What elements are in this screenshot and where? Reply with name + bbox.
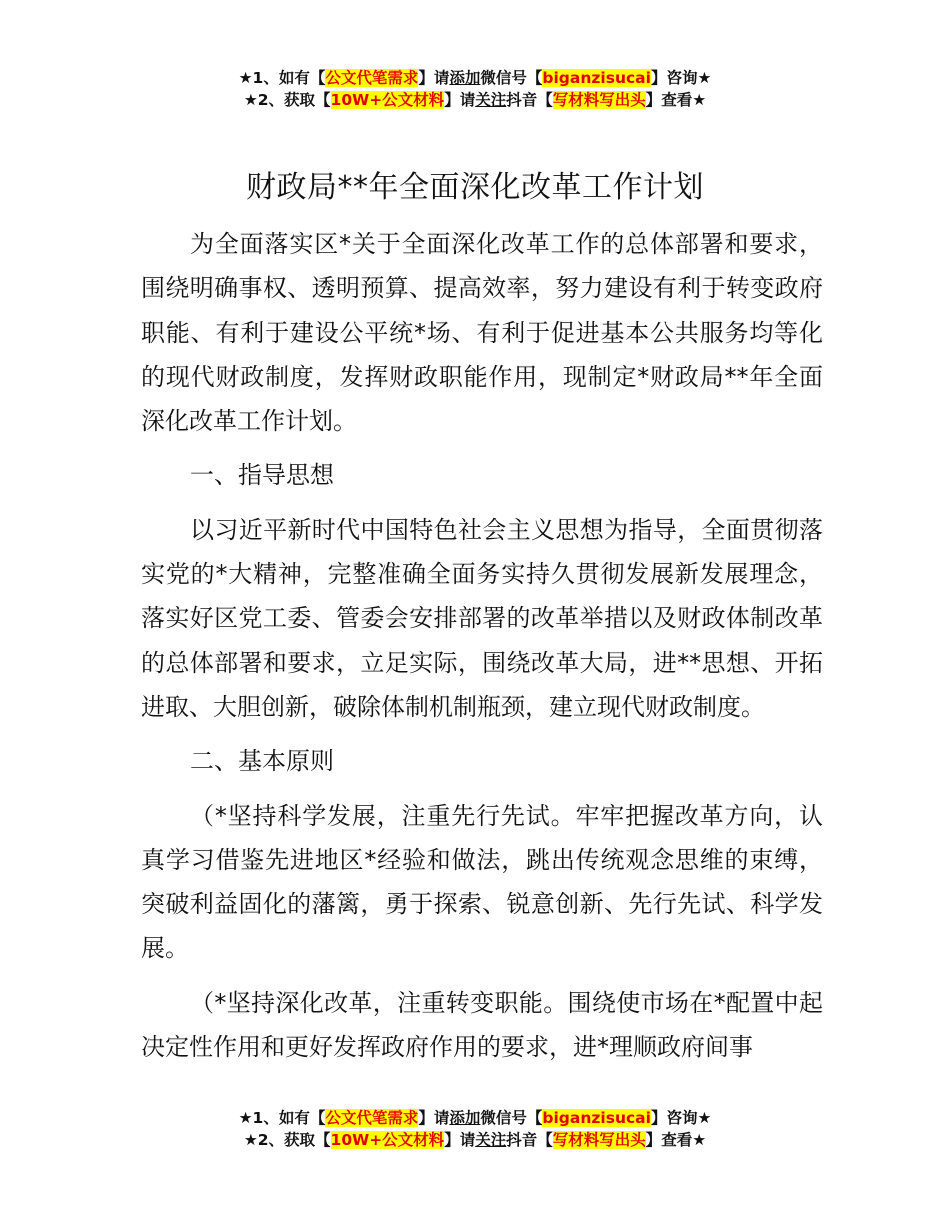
paragraph-principle-2: （*坚持深化改革，注重转变职能。围绕使市场在*配置中起决定性作用和更好发挥政府作用的要求，进*理顺政府间事 — [141, 988, 823, 1062]
banner-text: 微信号【 — [480, 1109, 543, 1127]
banner-highlight: 公文代笔需求 — [325, 69, 419, 87]
banner-line-1 — [0, 67, 950, 89]
banner-text: ★1、如有【 — [238, 1109, 326, 1127]
banner-text: 】咨询★ — [650, 1109, 712, 1127]
paragraph-guiding-thought: 以习近平新时代中国特色社会主义思想为指导，全面贯彻落实党的*大精神，完整准确全面务实持久贯彻发展新发展理念，落实好区党工委、管委会安排部署的改革举措以及财政体制改革的总体部署和要求，立足实际，围绕改革大局，进**思想、开拓进取、大胆创新，破除体制机制瓶颈，建立现代财政制度。 — [141, 515, 823, 721]
banner-highlight: biganzisucai — [542, 69, 651, 87]
header-banner — [0, 67, 950, 111]
footer-banner — [0, 1107, 950, 1151]
banner-text: 】请 — [444, 91, 476, 109]
banner-text: ★2、获取【 — [243, 1131, 331, 1149]
banner-highlight: 10W+公文材料 — [330, 1131, 445, 1149]
banner-underlined: 添加 — [449, 69, 481, 87]
banner-highlight: 写材料写出头 — [552, 1131, 646, 1149]
banner-line-1 — [0, 1107, 950, 1129]
banner-highlight: 公文代笔需求 — [325, 1109, 419, 1127]
banner-text: 】咨询★ — [650, 69, 712, 87]
banner-text: 抖音【 — [506, 1131, 553, 1149]
banner-text: ★1、如有【 — [238, 69, 326, 87]
document-body — [141, 222, 823, 1069]
banner-highlight: 写材料写出头 — [552, 91, 646, 109]
banner-text: ★2、获取【 — [243, 91, 331, 109]
banner-text: 】查看★ — [645, 1131, 707, 1149]
banner-text: 】查看★ — [645, 91, 707, 109]
banner-highlight: biganzisucai — [542, 1109, 651, 1127]
section-heading-2: 二、基本原则 — [190, 747, 334, 776]
section-heading-1: 一、指导思想 — [190, 461, 334, 490]
banner-underlined: 添加 — [449, 1109, 481, 1127]
banner-underlined: 关注 — [475, 91, 507, 109]
banner-line-2 — [0, 1129, 950, 1151]
banner-text: 】请 — [444, 1131, 476, 1149]
banner-text: 微信号【 — [480, 69, 543, 87]
banner-highlight: 10W+公文材料 — [330, 91, 445, 109]
banner-text: 抖音【 — [506, 91, 553, 109]
banner-underlined: 关注 — [475, 1131, 507, 1149]
document-title: 财政局**年全面深化改革工作计划 — [246, 170, 704, 205]
banner-text: 】请 — [418, 1109, 450, 1127]
banner-line-2 — [0, 89, 950, 111]
banner-text: 】请 — [418, 69, 450, 87]
paragraph-intro: 为全面落实区*关于全面深化改革工作的总体部署和要求，围绕明确事权、透明预算、提高效率，努力建设有利于转变政府职能、有利于建设公平统*场、有利于促进基本公共服务均等化的现代财政制度，发挥财政职能作用，现制定*财政局**年全面深化改革工作计划。 — [141, 230, 823, 436]
paragraph-principle-1: （*坚持科学发展，注重先行先试。牢牢把握改革方向，认真学习借鉴先进地区*经验和做法，跳出传统观念思维的束缚，突破利益固化的藩篱，勇于探索、锐意创新、先行先试、科学发展。 — [141, 801, 823, 963]
